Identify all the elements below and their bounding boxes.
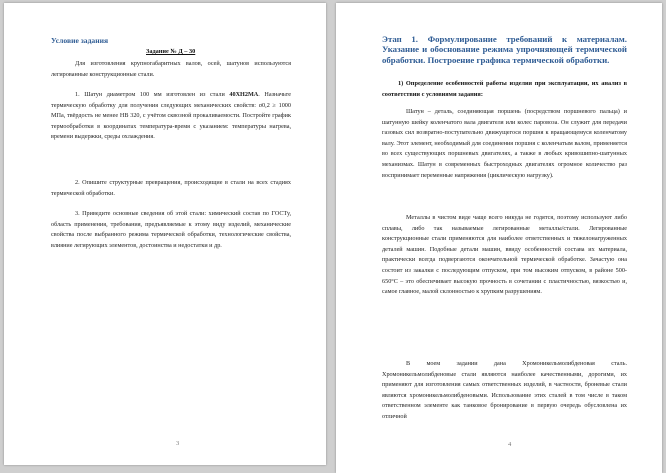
page-number: 4 [508, 441, 512, 448]
task-item-1-rest: . Назначьте термическую обработку для получения следующих механических свойств: σ0,2 ≥ 1000 МПа, твёрдость не менее НВ 320, с учётом сквозной прокаливаемости. Постройте график термообработки в координатах температура-время с указанием: температуры нагрева, времени выдержки, среды охлаждения. [51, 91, 292, 141]
document-page-4 [336, 3, 662, 473]
task-item-2: 2. Опишите структурные превращения, происходящие в стали на всех стадиях термической обработки. [51, 179, 291, 197]
paragraph-1: Шатун – деталь, соединяющая поршень (посредством поршневого пальца) и шатунную шейку коленчатого вала двигателя или колес паровоза. Он служит для передачи газовых сил возвратно-поступательно движущегося поршня к вращающемуся коленчатому валу. Этот элемент, необходимый для соединения поршня с коленчатым валом, применяется во всех существующих поршневых двигателях, а также в любых кривошипно-шатунных механизмах. Шатун в современных быстроходных двигателях огромное количество раз воспринимает переменные напряжения (циклическую нагрузку). [382, 108, 627, 179]
task-intro: Для изготовления крупногабаритных валов, осей, шатунов используются легированные конструкционные стали. [51, 60, 291, 78]
paragraph-2: Металлы в чистом виде чаще всего никуда не годятся, поэтому используют либо сплавы, либо так называемые легированные металлы/стали. Легированные конструкционные стали применяются для наиболее ответственных и тяжелонагруженных деталей машин. Подобные детали машин, ввиду особенностей состава их материала, практически всегда подвергаются окончательной термической обработке. Зачастую она состоит из закалки с последующим отпуском, при том высоким отпуском, в районе 500-650°С – это обеспечивает высокую прочность в сочетании с пластичностью, вязкостью и, самое главное, малой склонностью к хрупким разрушениям. [382, 214, 627, 296]
task-item-3: 3. Приведите основные сведения об этой стали: химический состав по ГОСТу, область применения, требования, предъявляемые к этому виду изделий, механические свойства после выбранного режима термической обработки, технологические свойства, влияние легирующих элементов, достоинства и недостатки и др. [51, 210, 291, 249]
steel-grade: 40ХН2МА [229, 91, 259, 98]
document-page-3 [4, 3, 326, 465]
section-heading: Условие задания [51, 36, 109, 45]
task-item-1 [51, 90, 291, 143]
page-number: 3 [176, 440, 180, 447]
task-title: Задание № Д – 30 [146, 48, 196, 55]
task-item-1-prefix: 1. Шатун диаметром 100 мм изготовлен из стали [75, 91, 225, 98]
sub-heading: 1) Определение особенностей работы изделия при эксплуатации, их анализ в соответствии с условиями задания: [382, 80, 627, 98]
stage-heading: Этап 1. Формулирование требований к материалам. Указание и обоснование режима упрочняющей термической обработки. Построение графика термической обработки. [382, 34, 627, 65]
paragraph-3: В моем задании дана Хромоникельмолибденовая сталь. Хромоникельмолибденовые стали являются наиболее качественными, дорогими, их применяют для изготовления самых ответственных изделий, в частности, броневые стали являются хромоникельмолибденовыми. Использование этих сталей в том числе в таком ответственном элементе как танковое бронирование в первую очередь обусловлена их отличной [382, 360, 627, 420]
